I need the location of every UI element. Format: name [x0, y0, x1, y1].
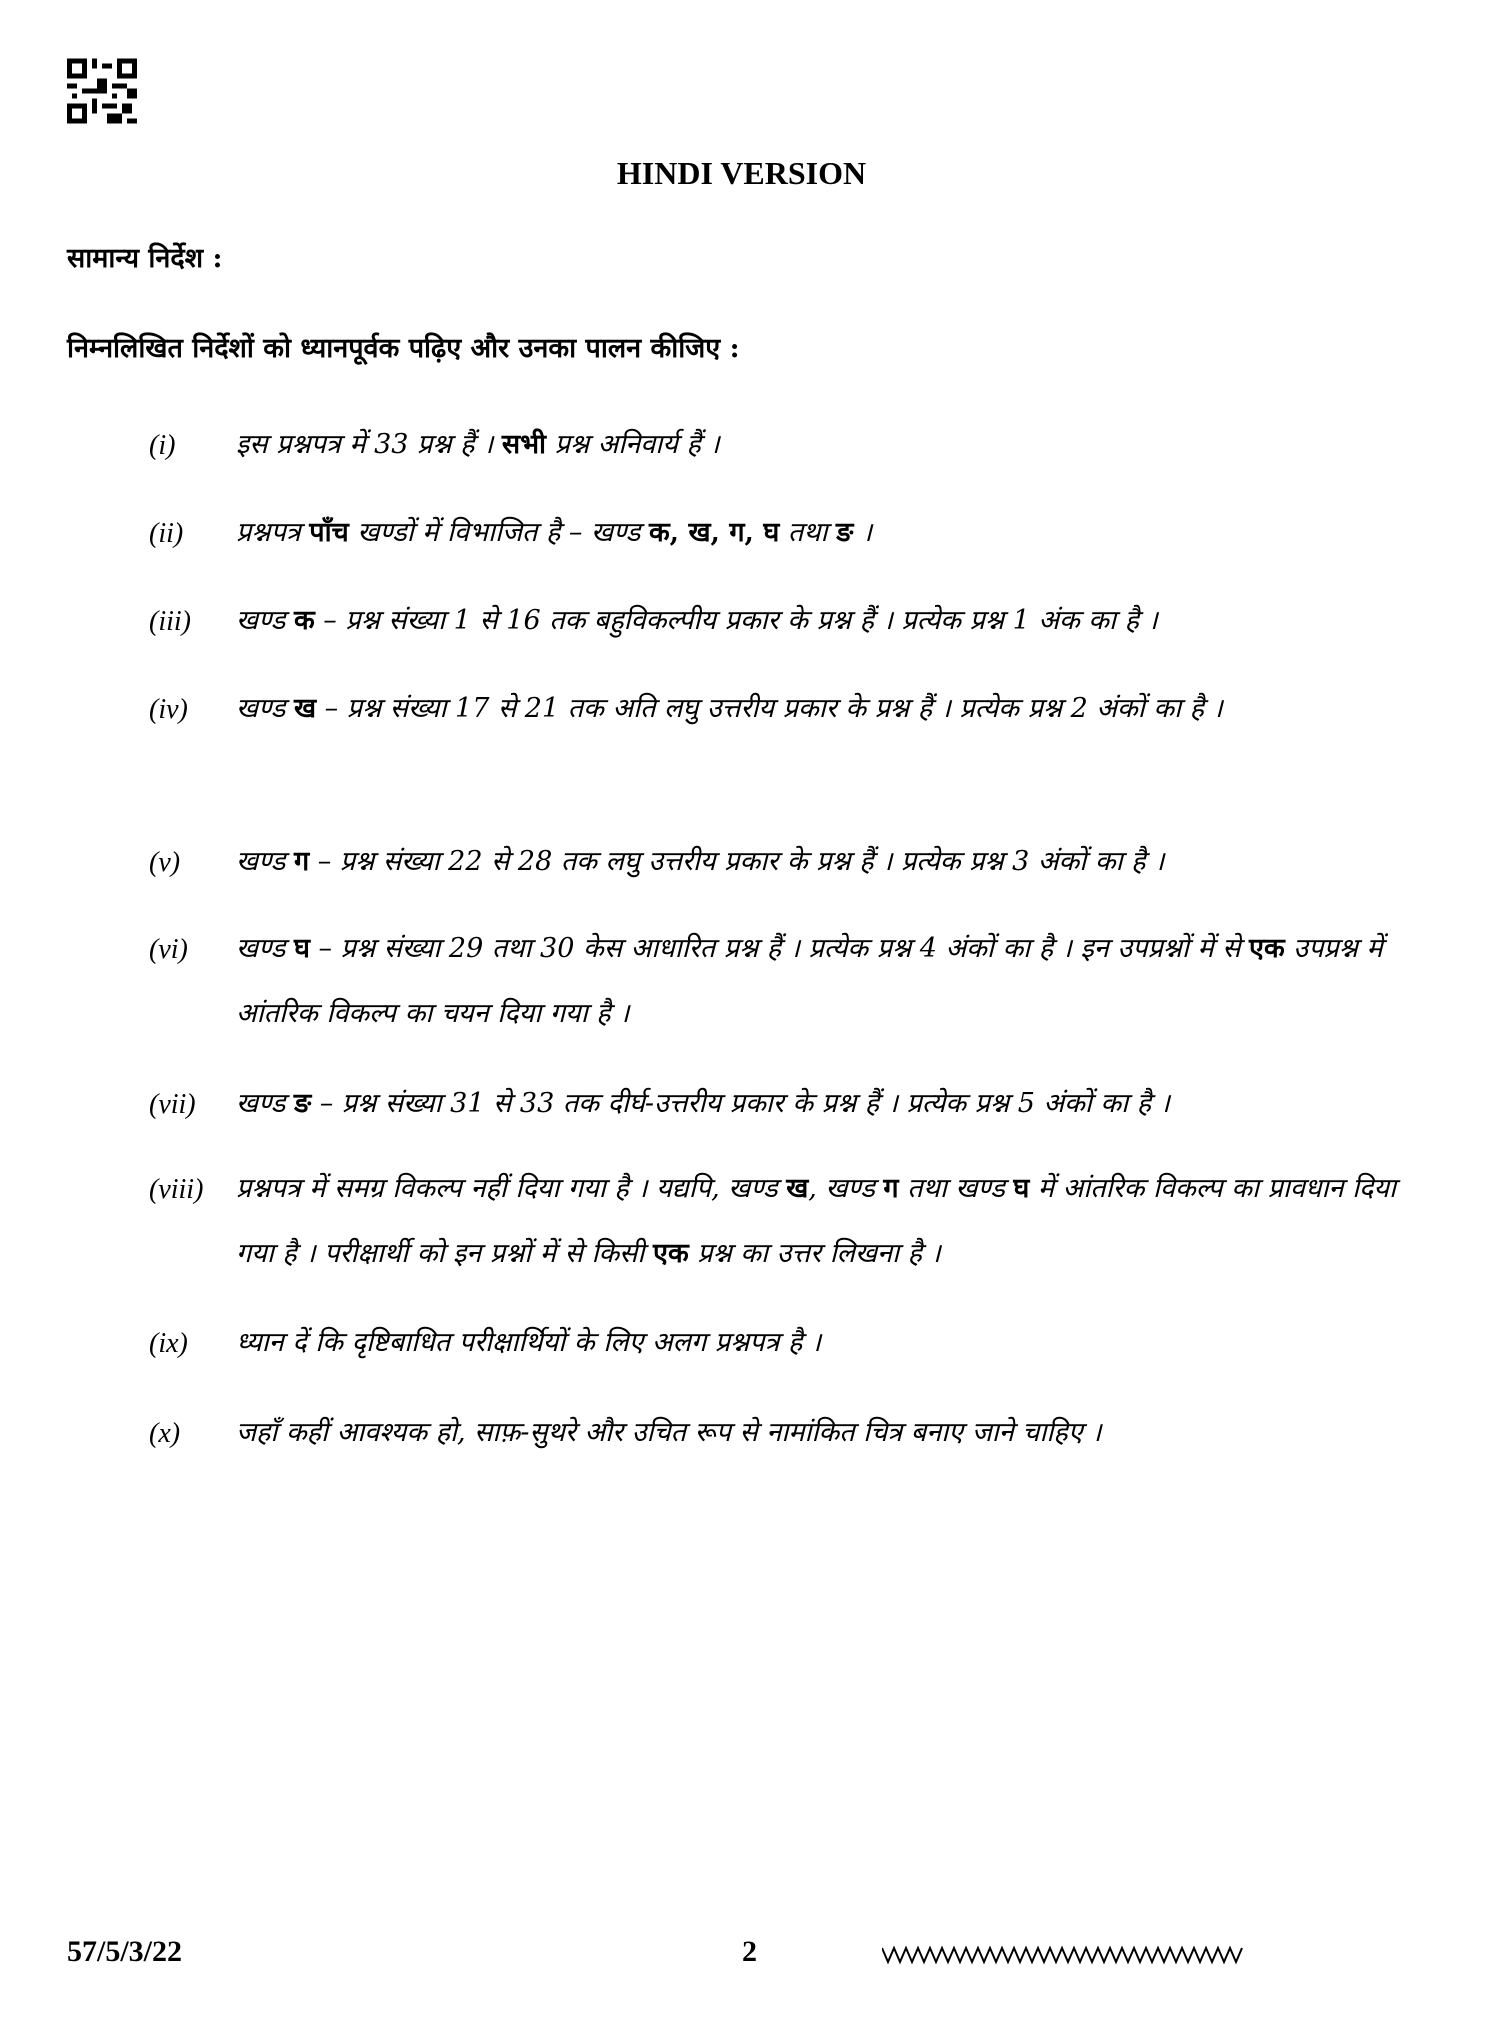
text-segment: प्रश्नपत्र में समग्र विकल्प नहीं दिया गया है । यद्यपि, खण्ड: [236, 1173, 787, 1204]
wavy-line-icon: [882, 1942, 1247, 1966]
page-number: 2: [742, 1935, 757, 1968]
text-segment: प्रश्नपत्र: [236, 517, 310, 548]
text-segment: उपप्रश्न में आंतरिक विकल्प का चयन दिया गया है ।: [236, 933, 1383, 1029]
instruction-text: [236, 1071, 1416, 1136]
wavy-line-decoration: [882, 1942, 1247, 1970]
instruction-text: [236, 1156, 1416, 1286]
bold-text-segment: ङ: [293, 1088, 312, 1119]
bold-text-segment: ख: [293, 693, 317, 724]
text-segment: जहाँ कहीं आवश्यक हो, साफ़-सुथरे और उचित रूप से नामांकित चित्र बनाए जाने चाहिए ।: [236, 1417, 1102, 1448]
text-segment: इस प्रश्नपत्र में 33 प्रश्न हैं ।: [236, 429, 502, 460]
instruction-number: (x): [149, 1418, 181, 1449]
instruction-text: [236, 829, 1416, 894]
bold-text-segment: पाँच: [309, 517, 349, 548]
instruction-number: (iv): [149, 694, 188, 725]
instruction-number: (ix): [149, 1328, 188, 1359]
instruction-text: [236, 1310, 1416, 1375]
text-segment: – प्रश्न संख्या 1 से 16 तक बहुविकल्पीय प्रकार के प्रश्न हैं । प्रत्येक प्रश्न 1 अंक का है ।: [314, 605, 1158, 636]
text-segment: खण्डों में विभाजित है – खण्ड: [348, 517, 649, 548]
text-segment: – प्रश्न संख्या 29 तथा 30 केस आधारित प्रश्न हैं । प्रत्येक प्रश्न 4 अंकों का है । इन उपप्रश्नों में से: [309, 933, 1250, 964]
bold-text-segment: घ: [293, 933, 310, 964]
paper-code: 57/5/3/22: [67, 1935, 183, 1968]
instruction-text: [236, 500, 1416, 565]
text-segment: – प्रश्न संख्या 22 से 28 तक लघु उत्तरीय प्रकार के प्रश्न हैं । प्रत्येक प्रश्न 3 अंकों का है ।: [309, 846, 1165, 877]
instruction-number: (iii): [149, 606, 191, 637]
bold-text-segment: एक: [653, 1238, 689, 1269]
instruction-text: [236, 412, 1416, 477]
bold-text-segment: सभी: [501, 429, 547, 460]
text-segment: खण्ड: [236, 693, 294, 724]
text-segment: ।: [853, 517, 873, 548]
text-segment: खण्ड: [236, 1088, 294, 1119]
instructions-intro: निम्नलिखित निर्देशों को ध्यानपूर्वक पढ़िए और उनका पालन कीजिए :: [67, 333, 740, 364]
instruction-number: (viii): [149, 1174, 204, 1205]
text-segment: प्रश्न का उत्तर लिखना है ।: [688, 1238, 941, 1269]
instruction-number: (vi): [149, 934, 188, 965]
text-segment: , खण्ड: [808, 1173, 884, 1204]
instruction-text: [236, 588, 1416, 653]
instruction-number: (v): [149, 847, 181, 878]
text-segment: खण्ड: [236, 846, 294, 877]
instruction-number: (i): [149, 430, 176, 461]
general-instructions-heading: सामान्य निर्देश :: [67, 243, 223, 274]
instruction-text: [236, 1400, 1416, 1465]
bold-text-segment: ग: [293, 846, 310, 877]
page-title: HINDI VERSION: [616, 155, 867, 191]
text-segment: ध्यान दें कि दृष्टिबाधित परीक्षार्थियों के लिए अलग प्रश्नपत्र है ।: [236, 1327, 822, 1358]
text-segment: खण्ड: [236, 605, 294, 636]
bold-text-segment: क, ख, ग, घ: [648, 517, 780, 548]
text-segment: – प्रश्न संख्या 17 से 21 तक अति लघु उत्तरीय प्रकार के प्रश्न हैं । प्रत्येक प्रश्न 2 अंकों का है ।: [316, 693, 1223, 724]
instruction-text: [236, 676, 1416, 741]
bold-text-segment: ङ: [836, 517, 854, 548]
instruction-text: [236, 916, 1416, 1046]
text-segment: तथा: [779, 517, 837, 548]
text-segment: में आंतरिक विकल्प का प्रावधान दिया गया है । परीक्षार्थी को इन प्रश्नों में से किसी: [236, 1173, 1397, 1269]
text-segment: प्रश्न अनिवार्य हैं ।: [546, 429, 720, 460]
qr-code: [67, 58, 137, 124]
text-segment: खण्ड: [236, 933, 294, 964]
text-segment: तथा खण्ड: [898, 1173, 1014, 1204]
bold-text-segment: घ: [1013, 1173, 1030, 1204]
bold-text-segment: ख: [786, 1173, 809, 1204]
bold-text-segment: ग: [883, 1173, 899, 1204]
instruction-number: (vii): [149, 1089, 196, 1120]
bold-text-segment: एक: [1249, 933, 1285, 964]
text-segment: – प्रश्न संख्या 31 से 33 तक दीर्घ-उत्तरीय प्रकार के प्रश्न हैं । प्रत्येक प्रश्न 5 अंकों का है ।: [311, 1088, 1170, 1119]
bold-text-segment: क: [293, 605, 315, 636]
instruction-number: (ii): [149, 518, 184, 549]
